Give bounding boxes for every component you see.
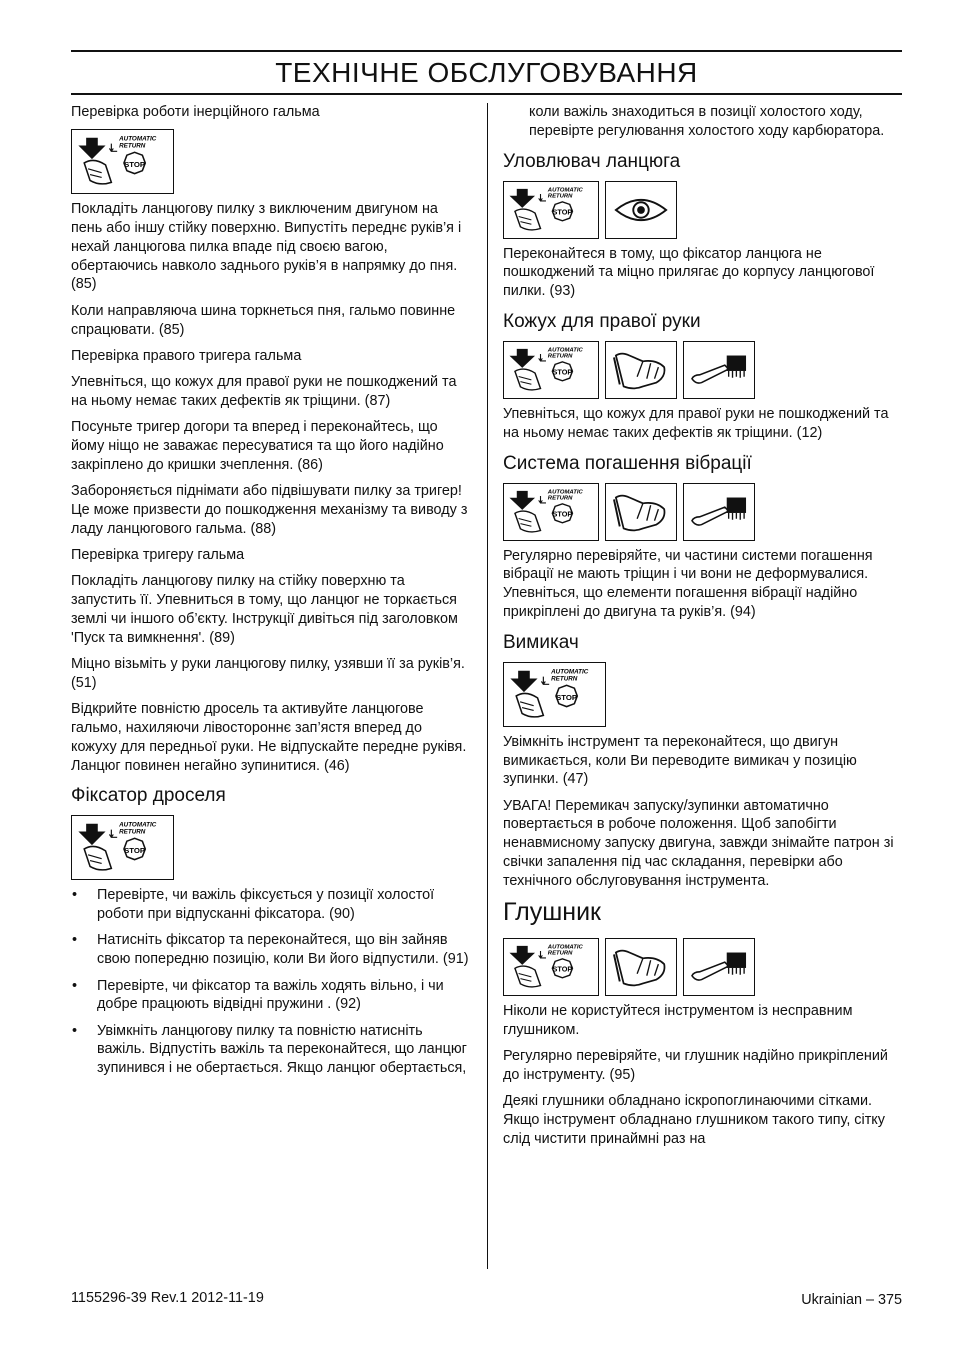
stop-switch-icon <box>503 181 599 239</box>
stop-switch-icon <box>503 341 599 399</box>
paragraph: Регулярно перевіряйте, чи глушник надійно прикріплений до інструменту. (95) <box>503 1048 888 1084</box>
icon-row <box>503 483 903 541</box>
svg-text:STOP: STOP <box>552 368 573 377</box>
paragraph: коли важіль знаходиться в позиції холостого ходу, перевірте регулювання холостого ходу карбюратора. <box>529 104 885 139</box>
paragraph: Перевірка роботи інерційного гальма <box>71 104 320 120</box>
section-heading-vibration-damping: Система погашення вібрації <box>503 452 752 474</box>
bullet-list <box>71 886 471 1078</box>
svg-text:AUTOMATIC: AUTOMATIC <box>547 187 583 194</box>
right-column <box>503 103 903 1156</box>
svg-text:STOP: STOP <box>552 510 573 519</box>
paragraph: Посуньте тригер догори та вперед і переконайтесь, що йому ніщо не заважає пересуватися та що його надійно закріплено до кришки зчеплення. (86) <box>71 419 444 473</box>
brush-icon <box>683 483 755 541</box>
paragraph: УВАГА! Перемикач запуску/зупинки автоматично повертається в робоче положення. Щоб запобігти ненавмисному запуску двигуна, завжди знімайте патрон зі свічки запалення під час складання, перевірки або технічного обслуговування інструмента. <box>503 797 894 889</box>
svg-text:RETURN: RETURN <box>119 828 146 836</box>
svg-text:STOP: STOP <box>124 846 146 856</box>
glove-icon <box>605 341 677 399</box>
svg-text:RETURN: RETURN <box>547 495 573 502</box>
icon-row <box>503 181 903 239</box>
svg-text:RETURN: RETURN <box>119 142 146 150</box>
stop-switch-icon <box>503 938 599 996</box>
left-column <box>71 103 471 1085</box>
svg-text:STOP: STOP <box>552 966 573 974</box>
paragraph: Перевірка тригеру гальма <box>71 547 245 564</box>
column-divider <box>487 103 488 1269</box>
section-heading-throttle-lock: Фіксатор дроселя <box>71 785 226 807</box>
svg-text:RETURN: RETURN <box>547 950 573 957</box>
glove-icon <box>605 938 677 996</box>
header-top-rule <box>71 50 902 52</box>
stop-switch-icon <box>71 815 174 880</box>
svg-text:STOP: STOP <box>552 208 573 217</box>
icon-row <box>71 815 471 880</box>
paragraph: Коли направляюча шина торкнеться пня, гальмо повинне спрацювати. (85) <box>71 302 456 338</box>
svg-text:AUTOMATIC: AUTOMATIC <box>551 668 589 676</box>
list-item: • Натисніть фіксатор та переконайтеся, що він зайняв свою попередню позицію, коли Ви його відпустили. (91) <box>71 931 471 969</box>
paragraph: Ніколи не користуйтеся інструментом із несправним глушником. <box>503 1003 853 1038</box>
paragraph: Покладіть ланцюгову пилку на стійку поверхню та запустить її. Упевниться в тому, що ланцюг не торкається землі чи іншого об’єкту. Інструкції дивіться під заголовком 'Пуск та вимкнення'. (89) <box>71 573 458 646</box>
svg-text:AUTOMATIC: AUTOMATIC <box>119 821 157 829</box>
page-title: ТЕХНІЧНЕ ОБСЛУГОВУВАННЯ <box>275 57 698 88</box>
list-item: • Перевірте, чи фіксатор та важіль ходять вільно, і чи добре працюють відвідні пружини . (92) <box>71 977 471 1015</box>
footer-doc-id: 1155296-39 Rev.1 2012-11-19 <box>71 1290 264 1306</box>
paragraph: Перевірка правого тригера гальма <box>71 347 302 364</box>
paragraph: Деякі глушники обладнано іскропоглинаючими сітками. Якщо інструмент обладнано глушником такого типу, сітку слід чистити принаймні раз на <box>503 1093 885 1147</box>
icon-row <box>503 341 903 399</box>
section-heading-muffler: Глушник <box>503 898 601 927</box>
list-item: • Увімкніть ланцюгову пилку та повністю натисніть важіль. Відпустіть важіль та переконайтеся, що ланцюг зупинився і не обертається. Якщо ланцюг обертається, <box>71 1022 471 1078</box>
paragraph: Покладіть ланцюгову пилку з виключеним двигуном на пень або іншу стійку поверхню. Випустіть переднє руків’я і нехай ланцюгова пилка впаде під своєю вагою, обертаючись навколо заднього руків’я в напрямку до пня. (85) <box>71 201 462 293</box>
svg-text:STOP: STOP <box>556 692 578 702</box>
brush-icon <box>683 341 755 399</box>
paragraph: Забороняється піднімати або підвішувати пилку за тригер! Це може призвести до пошкодження механізму та виводу з ладу ланцюгового гальма. (88) <box>71 483 468 537</box>
svg-text:AUTOMATIC: AUTOMATIC <box>547 347 583 354</box>
section-heading-stop-switch: Вимикач <box>503 631 579 653</box>
svg-text:AUTOMATIC: AUTOMATIC <box>547 489 583 495</box>
svg-text:AUTOMATIC: AUTOMATIC <box>547 944 583 951</box>
icon-row <box>71 129 471 194</box>
stop-switch-icon <box>71 129 174 194</box>
header-bottom-rule <box>71 93 902 95</box>
section-heading-chain-catcher: Уловлювач ланцюга <box>503 150 681 172</box>
paragraph: Міцно візьміть у руки ланцюгову пилку, узявши її за руків’я. (51) <box>71 656 465 691</box>
stop-switch-icon <box>503 662 606 727</box>
svg-text:RETURN: RETURN <box>547 353 573 360</box>
svg-text:AUTOMATIC: AUTOMATIC <box>119 135 157 143</box>
paragraph: Відкрийте повністю дросель та активуйте ланцюгове гальмо, нахиляючи лівостороннє зап’ястя вперед до кожуху для передньої руки. Не відпускайте передне руківя. Ланцюг повинен негайно зупинитися. (46) <box>71 701 467 774</box>
svg-text:STOP: STOP <box>124 160 146 170</box>
footer-page-number: Ukrainian – 375 <box>801 1292 902 1308</box>
svg-text:RETURN: RETURN <box>547 193 573 200</box>
paragraph: Упевніться, що кожух для правої руки не пошкоджений та на ньому немає таких дефектів як тріщини. (12) <box>503 405 889 441</box>
eye-inspect-icon <box>605 181 677 239</box>
section-heading-right-hand-guard: Кожух для правої руки <box>503 310 701 332</box>
svg-text:RETURN: RETURN <box>551 675 578 683</box>
list-item: • Перевірте, чи важіль фіксується у позиції холостої роботи при відпусканні фіксатора. (90) <box>71 886 471 924</box>
paragraph: Регулярно перевіряйте, чи частини системи погашення вібрації не мають тріщин і чи вони не деформувалися. Упевніться, що елементи погашення вібрації надійно прикріплені до двигуна та руків’я. (94) <box>503 547 873 620</box>
paragraph: Переконайтеся в тому, що фіксатор ланцюга не пошкоджений та міцно прилягає до корпусу ланцюгової пилки. (93) <box>503 245 875 300</box>
stop-switch-icon <box>503 483 599 541</box>
icon-row <box>503 662 903 727</box>
icon-row <box>503 938 903 996</box>
glove-icon <box>605 483 677 541</box>
brush-icon <box>683 938 755 996</box>
paragraph: Упевніться, що кожух для правої руки не пошкоджений та на ньому немає таких дефектів як тріщини. (87) <box>71 374 457 409</box>
paragraph: Увімкніть інструмент та переконайтеся, що двигун вимикається, коли Ви переводите вимикач у позицію зупинки. (47) <box>503 733 857 788</box>
